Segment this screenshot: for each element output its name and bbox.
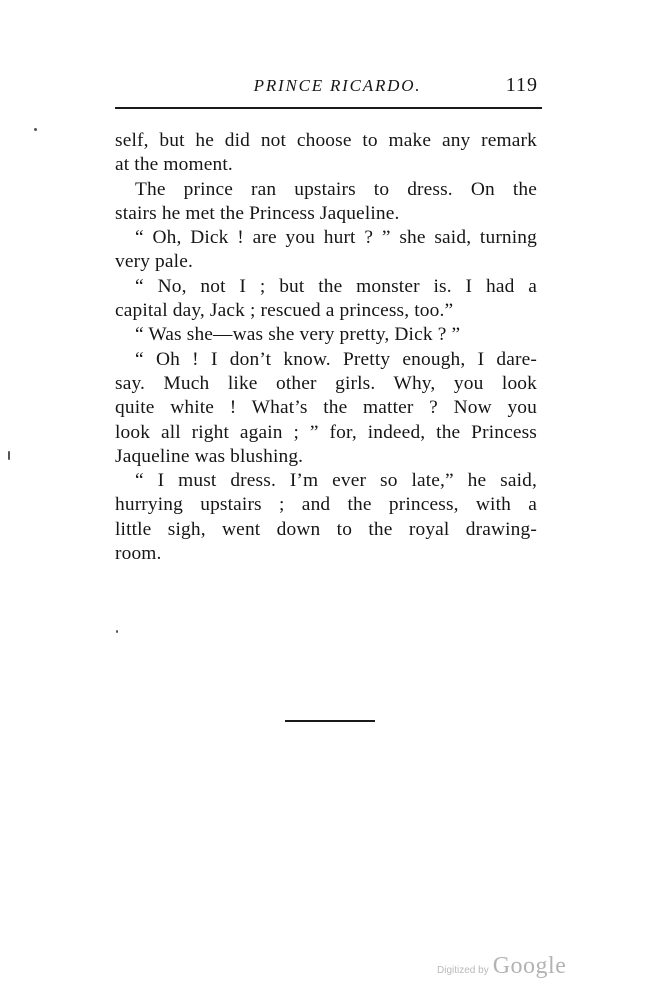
- text-line: hurrying upstairs ; and the princess, with a: [115, 494, 537, 516]
- scan-speck: [8, 451, 10, 460]
- scan-speck: [116, 630, 118, 633]
- text-line: say. Much like other girls. Why, you look: [115, 372, 537, 394]
- text-line: little sigh, went down to the royal drawing-: [115, 518, 537, 540]
- text-line: at the moment.: [115, 154, 233, 176]
- digitized-by-text: Digitized by: [437, 965, 489, 976]
- text-line: capital day, Jack ; rescued a princess, too.”: [115, 300, 454, 322]
- google-logo: Google: [492, 953, 567, 979]
- text-line: “ Oh, Dick ! are you hurt ? ” she said, turning: [135, 227, 537, 249]
- page-header: [115, 76, 542, 106]
- page-number: 119: [505, 74, 538, 96]
- text-line: Jaqueline was blushing.: [115, 445, 304, 467]
- text-line: look all right again ; ” for, indeed, the Princess: [115, 421, 537, 443]
- digitized-watermark: [437, 953, 566, 980]
- end-rule: [285, 720, 375, 722]
- scan-speck: [34, 128, 37, 131]
- text-line: quite white ! What’s the matter ? Now you: [115, 397, 537, 419]
- text-line: “ No, not I ; but the monster is. I had a: [135, 275, 537, 297]
- text-line: very pale.: [115, 251, 193, 273]
- running-title: PRINCE RICARDO.: [253, 76, 422, 95]
- text-line: stairs he met the Princess Jaqueline.: [115, 202, 400, 224]
- body-text: [115, 129, 537, 566]
- text-line: “ Was she—was she very pretty, Dick ? ”: [135, 324, 461, 346]
- text-line: self, but he did not choose to make any remark: [115, 130, 537, 151]
- text-line: The prince ran upstairs to dress. On the: [135, 178, 537, 200]
- text-line: room.: [115, 543, 162, 565]
- text-line: “ Oh ! I don’t know. Pretty enough, I dare-: [135, 348, 537, 370]
- text-line: “ I must dress. I’m ever so late,” he said,: [135, 470, 537, 492]
- header-rule: [115, 107, 542, 109]
